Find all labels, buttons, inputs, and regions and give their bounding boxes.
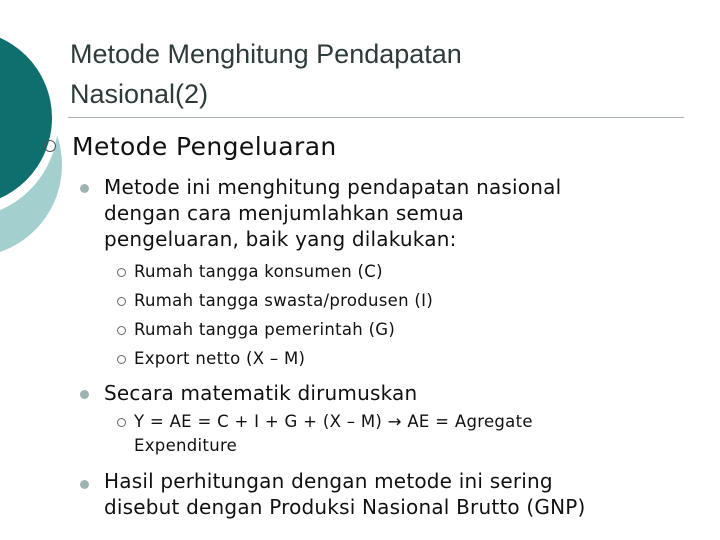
bullet-dot-icon bbox=[80, 184, 89, 193]
sub-bullet-icon bbox=[117, 355, 126, 364]
formula-text bbox=[134, 410, 674, 458]
list-item: Rumah tangga konsumen (C) bbox=[134, 262, 383, 281]
sub-bullet-icon bbox=[117, 297, 126, 306]
list-item: Rumah tangga pemerintah (G) bbox=[134, 320, 396, 339]
slide-title-line1: Metode Menghitung Pendapatan bbox=[70, 39, 462, 69]
point-1-line3: pengeluaran, baik yang dilakukan: bbox=[104, 227, 457, 251]
title-divider bbox=[68, 117, 684, 118]
heading-bullet-icon bbox=[44, 140, 56, 152]
point-1-text bbox=[104, 174, 684, 252]
point-1-line1: Metode ini menghitung pendapatan nasional bbox=[104, 175, 562, 199]
point-1-line2: dengan cara menjumlahkan semua bbox=[104, 201, 465, 225]
list-item: Rumah tangga swasta/produsen (I) bbox=[134, 291, 434, 310]
formula-line2: Expenditure bbox=[134, 436, 238, 455]
decorative-circles bbox=[0, 0, 80, 300]
right-arrow-icon: → bbox=[387, 412, 402, 431]
list-item: Export netto (X – M) bbox=[134, 349, 306, 368]
bullet-dot-icon bbox=[80, 390, 89, 399]
formula-left: Y = AE = C + I + G + (X – M) bbox=[134, 412, 383, 431]
sub-bullet-icon bbox=[117, 418, 126, 427]
point-3-line2: disebut dengan Produksi Nasional Brutto (GNP) bbox=[104, 495, 586, 519]
slide-title bbox=[70, 34, 670, 114]
point-3-text bbox=[104, 468, 684, 520]
formula-right: AE = Agregate bbox=[407, 412, 533, 431]
sub-bullet-icon bbox=[117, 268, 126, 277]
bullet-dot-icon bbox=[80, 480, 89, 489]
section-heading: Metode Pengeluaran bbox=[72, 132, 337, 161]
point-3-line1: Hasil perhitungan dengan metode ini sering bbox=[104, 469, 553, 493]
slide-title-line2: Nasional(2) bbox=[70, 79, 209, 109]
sub-bullet-icon bbox=[117, 326, 126, 335]
point-2-text: Secara matematik dirumuskan bbox=[104, 381, 418, 405]
